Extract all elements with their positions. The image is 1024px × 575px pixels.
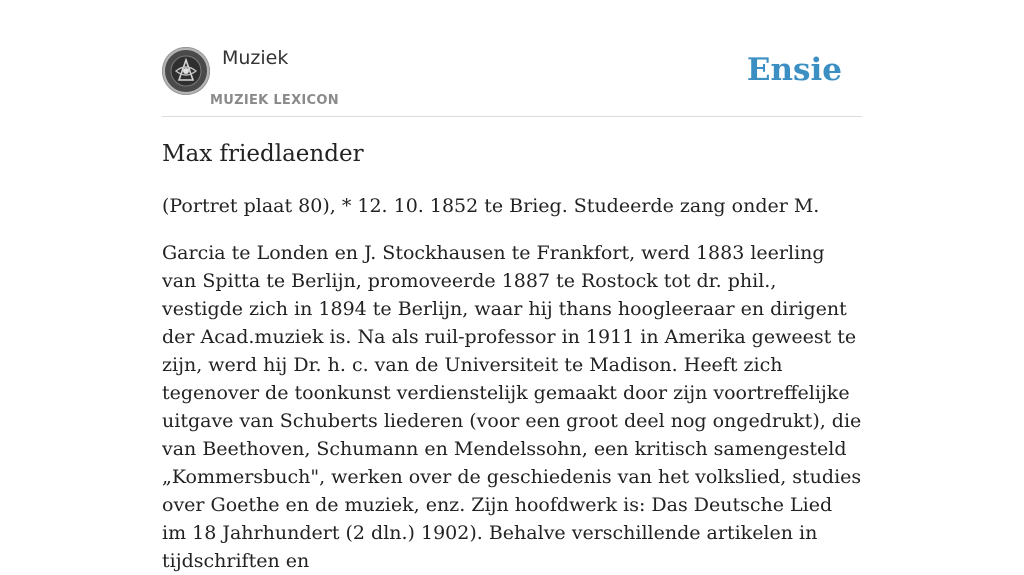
article: [162, 136, 862, 575]
article-title: Max friedlaender: [162, 141, 364, 167]
article-paragraph: (Portret plaat 80), * 12. 10. 1852 te Brieg. Studeerde zang onder M.: [162, 195, 820, 217]
category-name[interactable]: Muziek: [222, 47, 289, 69]
category-subtitle[interactable]: MUZIEK LEXICON: [210, 93, 339, 108]
music-lexicon-logo-icon: [162, 47, 210, 95]
brand-logo[interactable]: Ensie: [746, 52, 842, 88]
header: [162, 0, 862, 117]
category-avatar[interactable]: [162, 47, 210, 95]
article-paragraph: Garcia te Londen en J. Stockhausen te Frankfort, werd 1883 leerling van Spitta te Berlijn, promoveerde 1887 te Rostock tot dr. phil., vestigde zich in 1894 te Berlijn, waar hij thans hoogleeraar en dirigent der Acad.muziek is. Na als ruil-professor in 1911 in Amerika geweest te zijn, werd hij Dr. h. c. van de Universiteit te Madison. Heeft zich tegenover de toonkunst verdienstelijk gemaakt door zijn voortreffelijke uitgave van Schuberts liederen (voor een groot deel nog ongedrukt), die van Beethoven, Schumann en Mendelssohn, een kritisch samengesteld „Kommersbuch", werken over de geschiedenis van het volkslied, studies over Goethe en de muziek, enz. Zijn hoofdwerk is: Das Deutsche Lied im 18 Jahrhundert (2 dln.) 1902). Behalve verschillende artikelen in tijdschriften en: [162, 242, 862, 572]
